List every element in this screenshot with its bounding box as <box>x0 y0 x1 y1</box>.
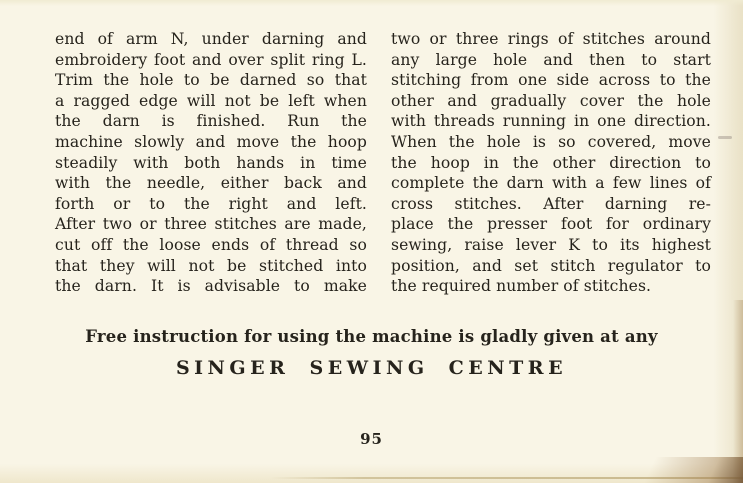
left-text-column <box>55 29 367 297</box>
free-instruction-notice: Free instruction for using the machine is gladly given at any <box>85 327 658 346</box>
text-line: embroidery foot and over split ring L. <box>55 50 367 69</box>
text-line: two or three rings of stitches around <box>391 30 711 48</box>
text-line: sewing, raise lever K to its highest <box>391 235 711 254</box>
text-line: with threads running in one direction. <box>391 112 711 131</box>
text-line: After two or three stitches are made, <box>55 215 367 234</box>
right-text-column <box>391 29 711 297</box>
text-line: cross stitches. After darning re- <box>391 194 711 213</box>
text-line: cut off the loose ends of thread so <box>55 235 367 254</box>
page-corner-shadow <box>613 457 743 483</box>
text-line: When the hole is so covered, move <box>391 132 711 151</box>
singer-sewing-centre-heading: SINGER SEWING CENTRE <box>175 357 568 379</box>
text-line: a ragged edge will not be left when <box>55 91 367 110</box>
text-line: the required number of stitches. <box>391 277 652 296</box>
text-line: the darn is finished. Run the <box>55 112 367 131</box>
text-line: forth or to the right and left. <box>55 194 367 213</box>
text-line: that they will not be stitched into <box>55 256 367 275</box>
text-line: the hoop in the other direction to <box>391 153 711 172</box>
page-bottom-shadow <box>270 477 743 479</box>
text-line: steadily with both hands in time <box>55 153 367 172</box>
page-number: 95 <box>360 430 383 448</box>
text-line: end of arm N, under darning and <box>55 30 367 48</box>
text-line: machine slowly and move the hoop <box>55 132 367 151</box>
scan-artifact-mark <box>718 136 732 139</box>
text-line: with the needle, either back and <box>55 174 367 193</box>
text-line: any large hole and then to start <box>391 50 711 69</box>
text-columns <box>55 29 711 297</box>
text-line: complete the darn with a few lines of <box>391 174 711 193</box>
text-line: place the presser foot for ordinary <box>391 215 711 234</box>
text-line: the darn. It is advisable to make <box>55 277 367 296</box>
text-line: Trim the hole to be darned so that <box>55 71 367 90</box>
text-line: stitching from one side across to the <box>391 71 711 90</box>
text-line: other and gradually cover the hole <box>391 91 711 110</box>
text-line: position, and set stitch regulator to <box>391 256 711 275</box>
